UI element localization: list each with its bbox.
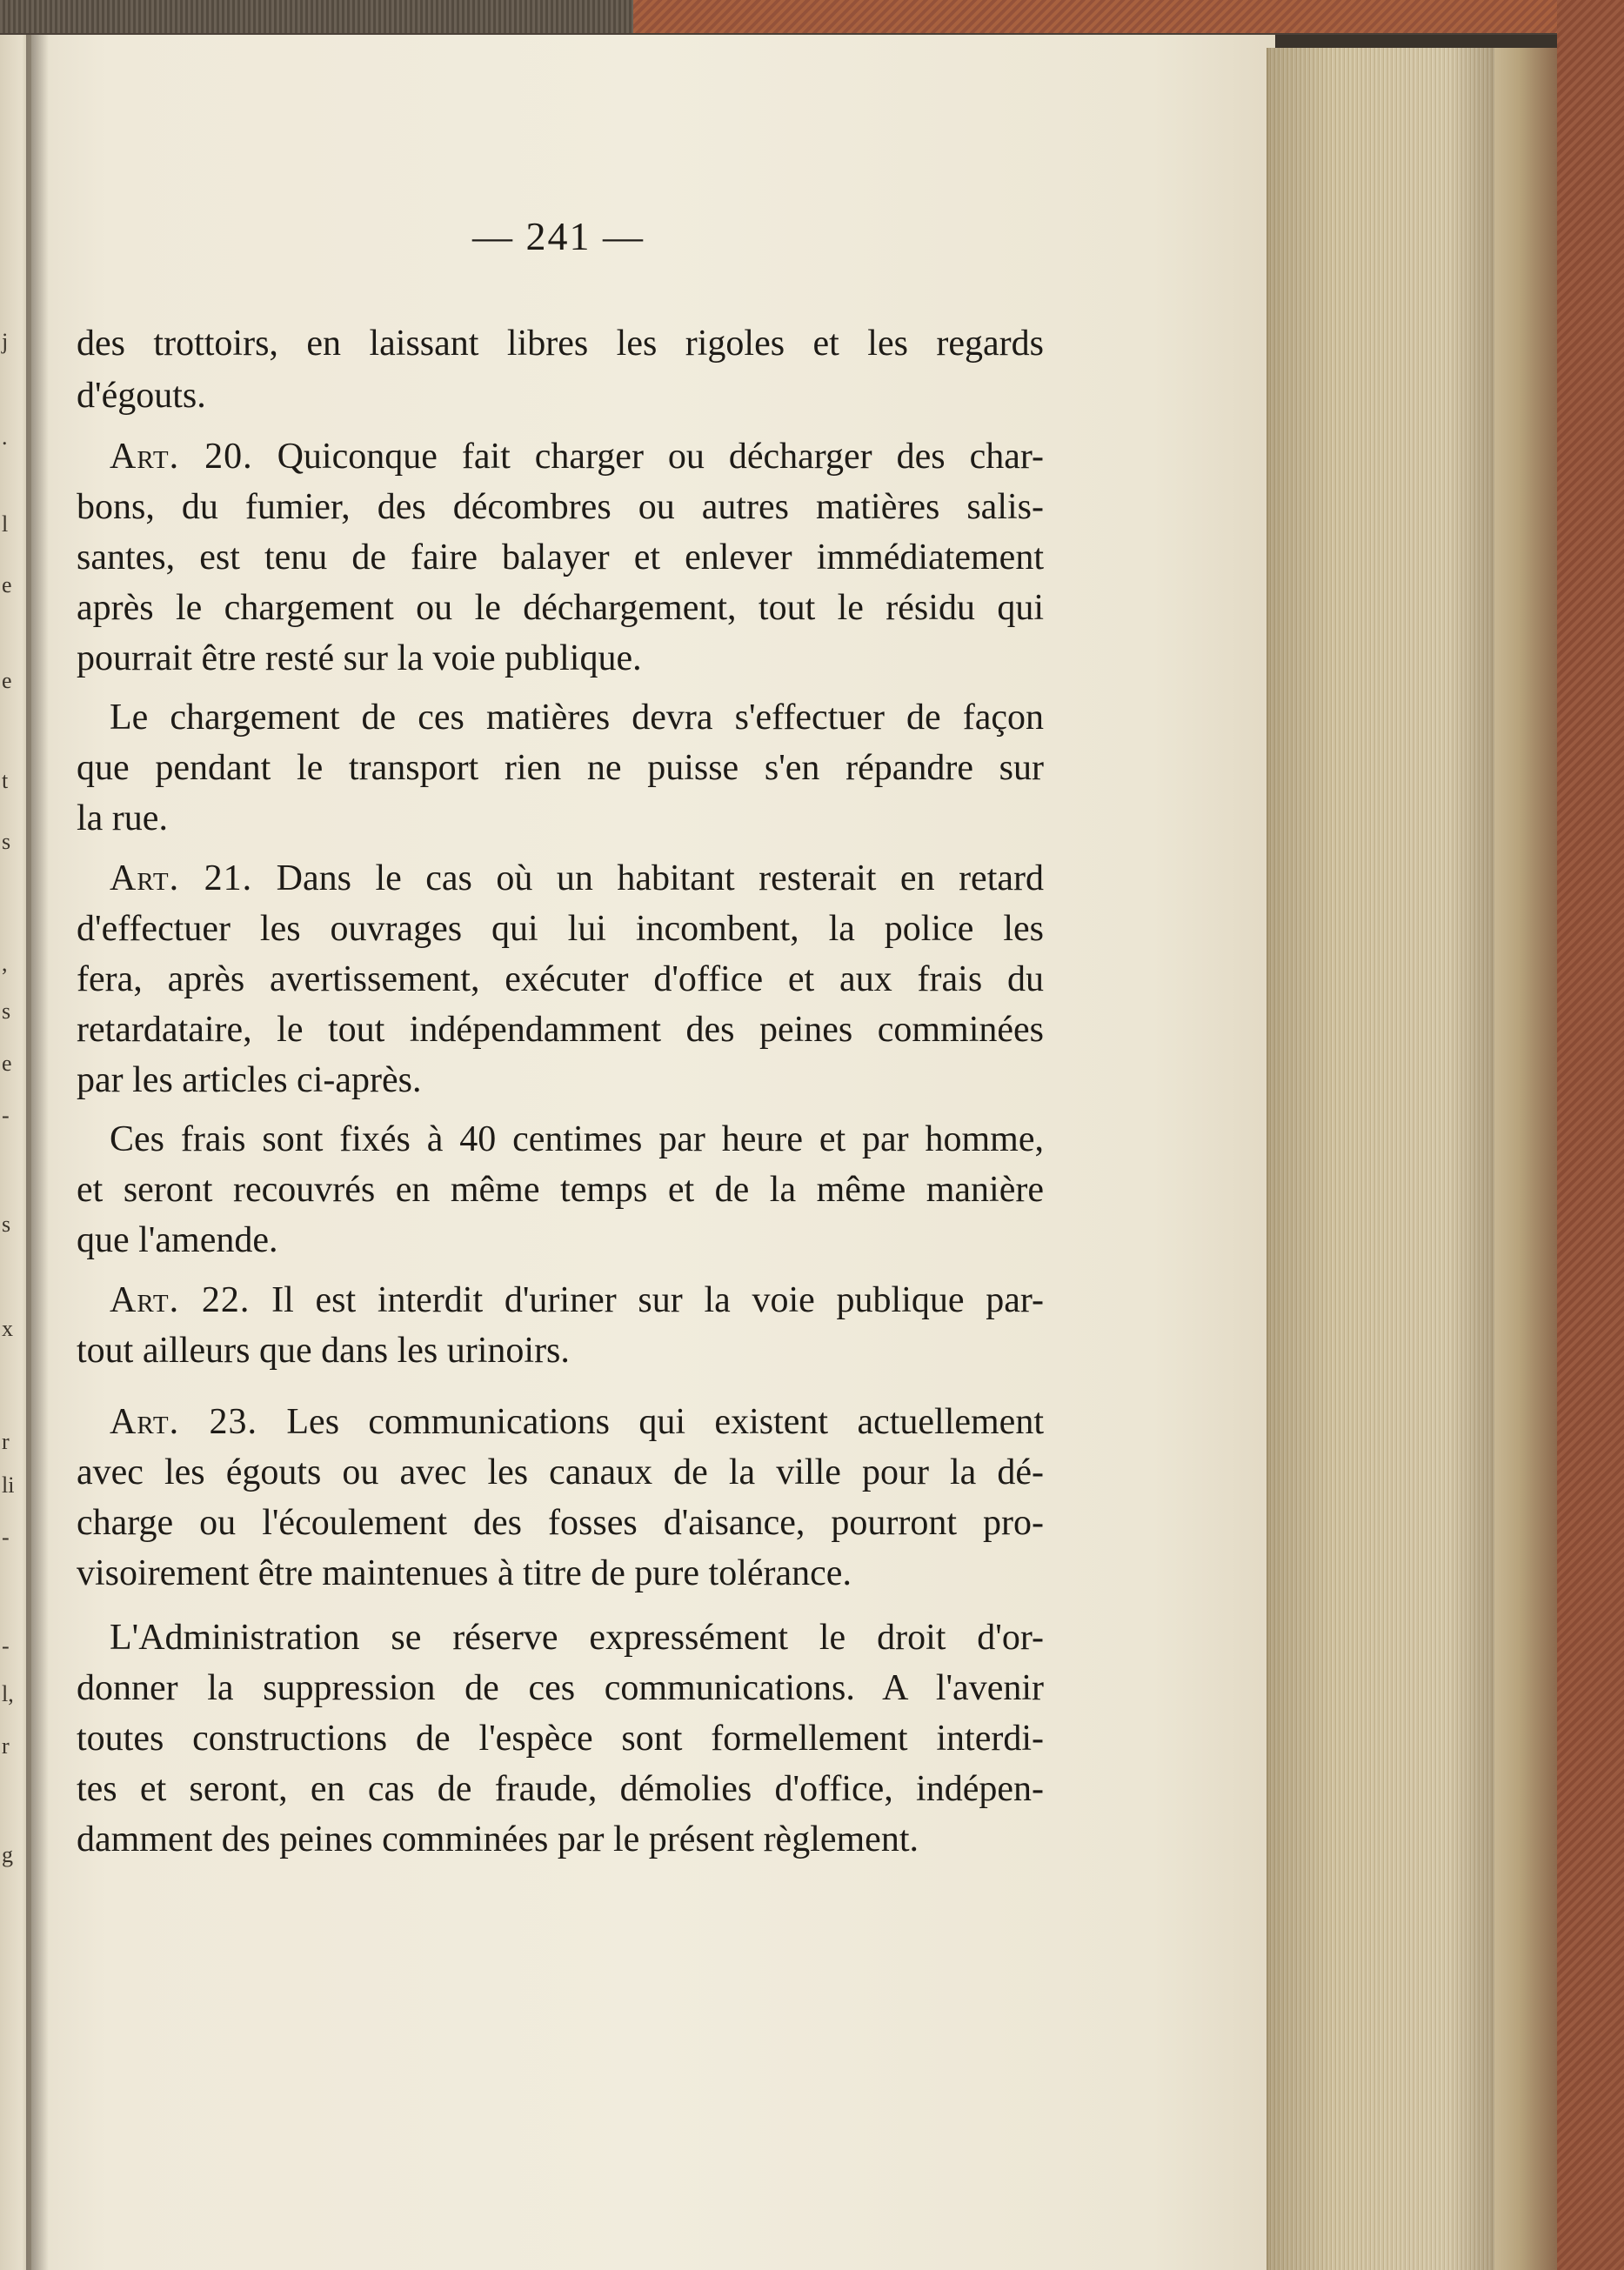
margin-letter: g [2, 1842, 13, 1867]
text-line: tout ailleurs que dans les urinoirs. [77, 1331, 570, 1371]
text-line: charge ou l'écoulement des fosses d'aisance, pourront pro- [77, 1503, 1044, 1543]
cover-right-strip [1557, 0, 1624, 2270]
margin-letter: s [2, 1212, 11, 1237]
text-span: Les communications qui existent actuellement [257, 1402, 1044, 1442]
text-line: Ces frais sont fixés à 40 centimes par heure et par homme, [110, 1119, 1044, 1159]
text-line: retardataire, le tout indépendamment des peines comminées [77, 1010, 1044, 1050]
text-line: par les articles ci-après. [77, 1060, 422, 1100]
margin-letter: , [2, 951, 8, 976]
back-board-edge [1494, 48, 1557, 2270]
page [31, 35, 1275, 2270]
text-line: avec les égouts ou avec les canaux de la ville pour la dé- [77, 1452, 1044, 1492]
text-line: damment des peines comminées par le présent règlement. [77, 1819, 919, 1859]
gutter-shadow [26, 35, 49, 2270]
margin-letter: li [2, 1472, 15, 1498]
text-line: et seront recouvrés en même temps et de la même manière [77, 1170, 1044, 1210]
margin-letter: l [2, 511, 9, 537]
text-line: des trottoirs, en laissant libres les rigoles et les regards [77, 324, 1044, 364]
margin-letter: e [2, 572, 12, 598]
page-number: — 241 — [472, 214, 645, 258]
fore-edge-shading [1266, 48, 1494, 2270]
text-span: Quiconque fait charger ou décharger des char- [252, 437, 1044, 477]
text-line: L'Administration se réserve expressément le droit d'or- [110, 1618, 1044, 1658]
text-line: toutes constructions de l'espèce sont formellement interdi- [77, 1719, 1044, 1759]
article-23-line [110, 1400, 1044, 1444]
text-line: santes, est tenu de faire balayer et enlever immédiatement [77, 537, 1044, 578]
page-text [31, 35, 1275, 2270]
binding-top-pattern [0, 0, 633, 33]
margin-letter: j [2, 329, 9, 354]
text-line: tes et seront, en cas de fraude, démolies d'office, indépen- [77, 1769, 1044, 1809]
margin-letter: e [2, 1051, 12, 1076]
text-line: la rue. [77, 798, 168, 838]
margin-letter: - [2, 1633, 10, 1659]
margin-letter: - [2, 1103, 10, 1128]
cover-top-strip [633, 0, 1624, 33]
text-line: Le chargement de ces matières devra s'effectuer de façon [110, 698, 1044, 738]
margin-letter: x [2, 1316, 13, 1341]
text-line: que pendant le transport rien ne puisse s'en répandre sur [77, 748, 1044, 788]
article-label: Art. 22. [110, 1280, 251, 1320]
margin-letter: e [2, 668, 12, 693]
text-line: après le chargement ou le déchargement, tout le résidu qui [77, 588, 1044, 628]
margin-letter: s [2, 998, 11, 1024]
article-label: Art. 20. [110, 437, 253, 477]
text-line: donner la suppression de ces communications. A l'avenir [77, 1668, 1044, 1708]
text-line: fera, après avertissement, exécuter d'office et aux frais du [77, 959, 1044, 999]
article-21-line [110, 857, 1044, 900]
margin-letter: - [2, 1525, 10, 1550]
text-line: d'effectuer les ouvrages qui lui incombent, la police les [77, 909, 1044, 949]
text-line: d'égouts. [77, 376, 206, 416]
margin-letter: r [2, 1733, 10, 1759]
text-line: pourrait être resté sur la voie publique. [77, 638, 642, 678]
margin-letter: l, [2, 1681, 14, 1706]
text-span: Il est interdit d'uriner sur la voie publique par- [250, 1280, 1044, 1320]
margin-letter: r [2, 1429, 10, 1454]
margin-letter: . [2, 424, 8, 450]
text-line: que l'amende. [77, 1220, 278, 1260]
margin-letter: t [2, 768, 9, 793]
article-label: Art. 23. [110, 1402, 258, 1442]
article-22-line [110, 1279, 1044, 1322]
text-line: bons, du fumier, des décombres ou autres matières salis- [77, 487, 1044, 527]
text-span: Dans le cas où un habitant resterait en retard [252, 858, 1044, 898]
article-20-line [110, 435, 1044, 478]
margin-letter: s [2, 829, 11, 854]
text-line: visoirement être maintenues à titre de pure tolérance. [77, 1553, 852, 1593]
article-label: Art. 21. [110, 858, 253, 898]
